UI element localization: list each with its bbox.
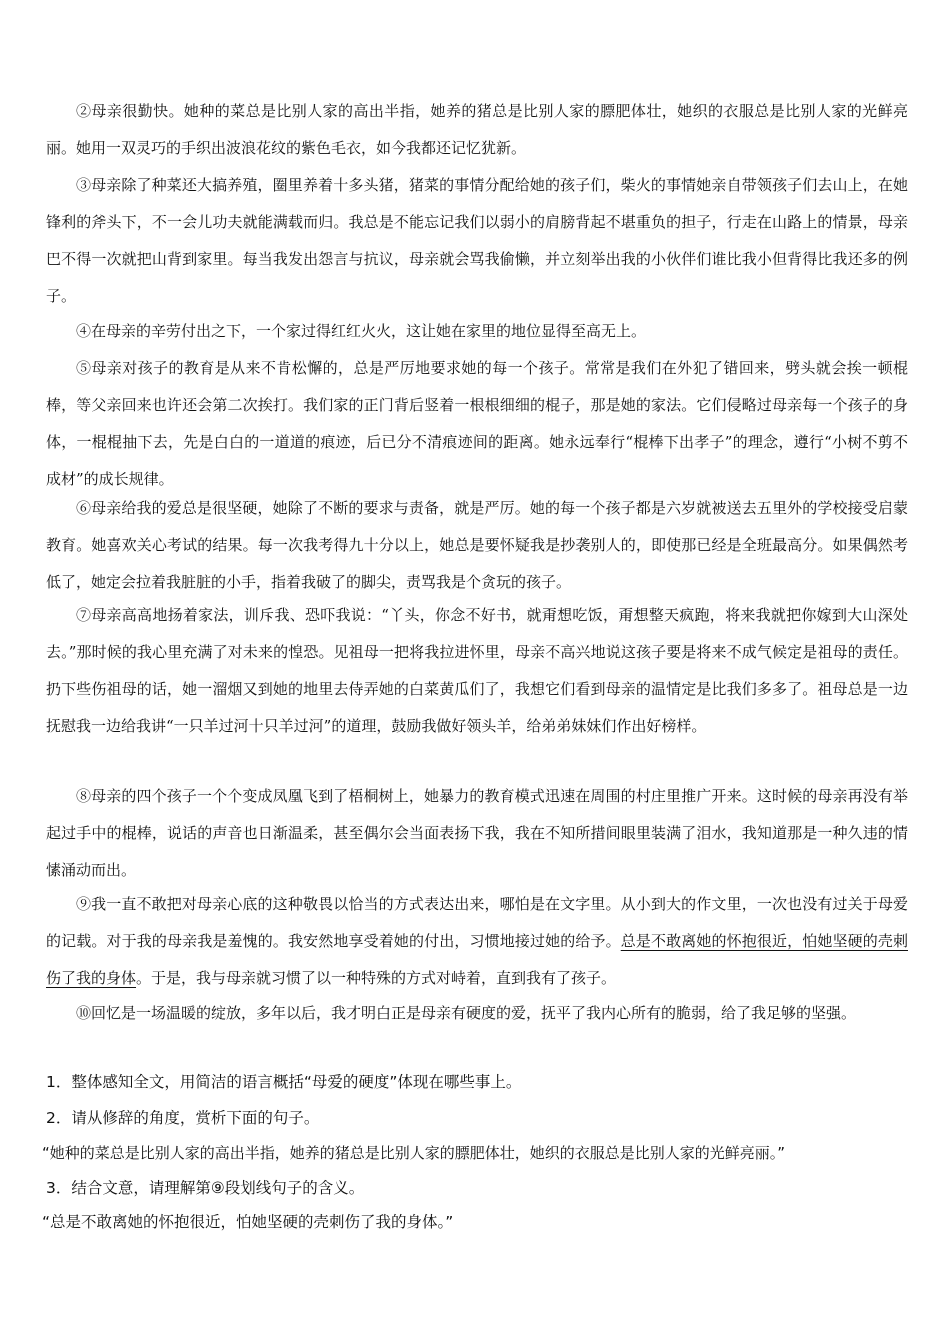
question-1: 1．整体感知全文，用简洁的语言概括“母爱的硬度”体现在哪些事上。 [46, 1073, 522, 1091]
paragraph-9-tail: 。于是，我与母亲就习惯了以一种特殊的方式对峙着，直到我有了孩子。 [136, 969, 617, 987]
question-2: 2．请从修辞的角度，赏析下面的句子。 [46, 1109, 320, 1127]
question-2-quote: “她种的菜总是比别人家的高出半指，她养的猪总是比别人家的膘肥体壮，她织的衣服总是比别人家的光鲜亮丽。” [42, 1144, 786, 1162]
question-3-quote: “总是不敢离她的怀抱很近，怕她坚硬的壳刺伤了我的身体。” [42, 1213, 454, 1231]
question-3: 3．结合文意，请理解第⑨段划线句子的含义。 [46, 1179, 365, 1197]
paragraph-2: ②母亲很勤快。她种的菜总是比别人家的高出半指，她养的猪总是比别人家的膘肥体壮，她织的衣服总是比别人家的光鲜亮丽。她用一双灵巧的手织出波浪花纹的紫色毛衣，如今我都还记忆犹新。 [46, 102, 908, 157]
paragraph-4: ④在母亲的辛劳付出之下，一个家过得红红火火，这让她在家里的地位显得至高无上。 [76, 322, 647, 340]
paragraph-9-text: ⑨我一直不敢把对母亲心底的这种敬畏以恰当的方式表达出来，哪怕是在文字里。从小到大的作文里，一次也没有过关于母爱的记载。对于我的母亲我是羞愧的。我安然地享受着她的付出，习惯地接过她的给予。 [46, 895, 908, 950]
paragraph-6: ⑥母亲给我的爱总是很坚硬，她除了不断的要求与责备，就是严厉。她的每一个孩子都是六岁就被送去五里外的学校接受启蒙教育。她喜欢关心考试的结果。每一次我考得九十分以上，她总是要怀疑我是抄袭别人的，即使那已经是全班最高分。如果偶然考低了，她定会拉着我脏脏的小手，指着我破了的脚尖，责骂我是个贪玩的孩子。 [46, 499, 908, 591]
paragraph-3: ③母亲除了种菜还大搞养殖，圈里养着十多头猪，猪菜的事情分配给她的孩子们，柴火的事情她亲自带领孩子们去山上，在她锋利的斧头下，不一会儿功夫就能满载而归。我总是不能忘记我们以弱小的肩膀背起不堪重负的担子，行走在山路上的情景，母亲巴不得一次就把山背到家里。每当我发出怨言与抗议，母亲就会骂我偷懒，并立刻举出我的小伙伴们谁比我小但背得比我还多的例子。 [46, 176, 908, 305]
underlined-sentence: 总是不敢离她的怀抱很近，怕她坚硬的壳刺伤了我的身体 [46, 932, 908, 987]
paragraph-10: ⑩回忆是一场温暖的绽放，多年以后，我才明白正是母亲有硬度的爱，抚平了我内心所有的脆弱，给了我足够的坚强。 [76, 1004, 857, 1022]
paragraph-9 [46, 886, 908, 997]
paragraph-7: ⑦母亲高高地扬着家法，训斥我、恐吓我说：“丫头，你念不好书，就甭想吃饭，甭想整天疯跑，将来我就把你嫁到大山深处去。”那时候的我心里充满了对未来的惶恐。见祖母一把将我拉进怀里，母亲不高兴地说这孩子要是将来不成气候定是祖母的责任。扔下些伤祖母的话，她一溜烟又到她的地里去侍弄她的白菜黄瓜们了，我想它们看到母亲的温情定是比我们多多了。祖母总是一边抚慰我一边给我讲“一只羊过河十只羊过河”的道理，鼓励我做好领头羊，给弟弟妹妹们作出好榜样。 [46, 606, 908, 735]
paragraph-8: ⑧母亲的四个孩子一个个变成凤凰飞到了梧桐树上，她暴力的教育模式迅速在周围的村庄里推广开来。这时候的母亲再没有举起过手中的棍棒，说话的声音也日渐温柔，甚至偶尔会当面表扬下我，我在不知所措间眼里装满了泪水，我知道那是一种久违的情愫涌动而出。 [46, 787, 908, 879]
paragraph-5: ⑤母亲对孩子的教育是从来不肯松懈的，总是严厉地要求她的每一个孩子。常常是我们在外犯了错回来，劈头就会挨一顿棍棒，等父亲回来也许还会第二次挨打。我们家的正门背后竖着一根根细细的棍子，那是她的家法。它们侵略过母亲每一个孩子的身体，一棍棍抽下去，先是白白的一道道的痕迹，后已分不清痕迹间的距离。她永远奉行“棍棒下出孝子”的理念，遵行“小树不剪不成材”的成长规律。 [46, 359, 908, 488]
